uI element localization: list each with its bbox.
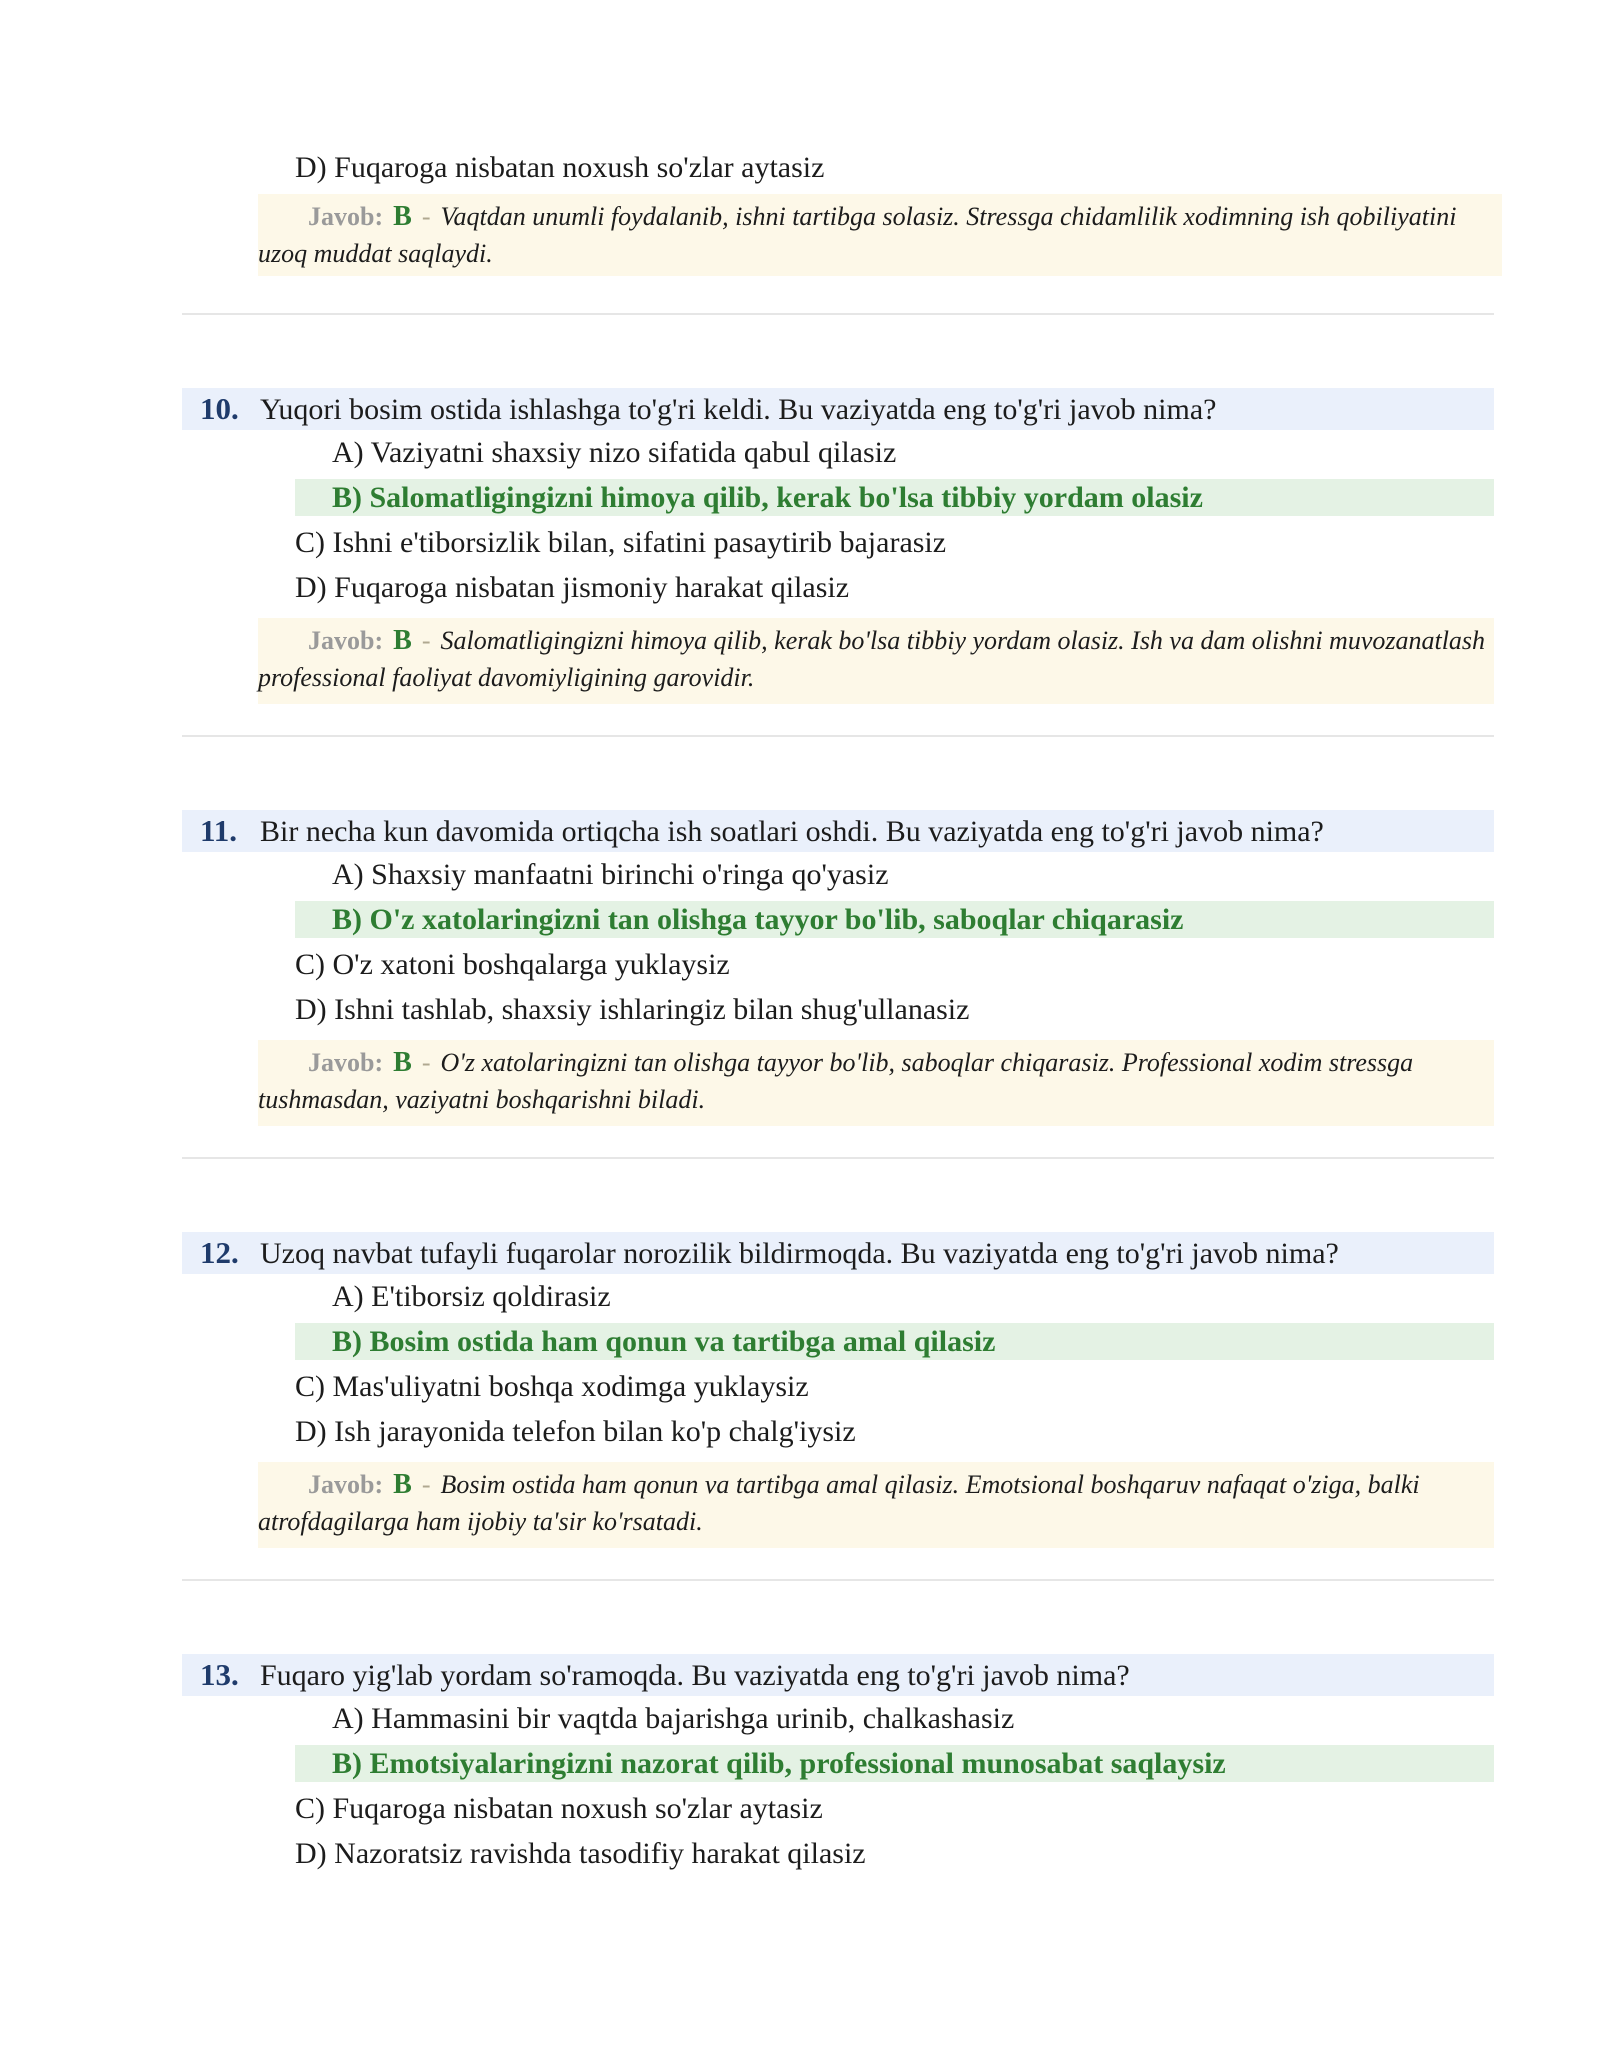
question-header — [182, 388, 1494, 430]
answer-dash: - — [421, 626, 431, 655]
question-12 — [182, 1232, 1494, 1548]
question-number: 12. — [200, 1235, 239, 1270]
answer-box — [258, 618, 1494, 704]
option-c: C) Fuqaroga nisbatan noxush so'zlar aytasiz — [295, 1792, 823, 1825]
answer-label: Javob: — [308, 1048, 384, 1077]
option-b-correct: B) O'z xatolaringizni tan olishga tayyor bo'lib, saboqlar chiqarasiz — [295, 901, 1494, 938]
question-13 — [182, 1654, 1494, 1876]
answer-label: Javob: — [308, 202, 384, 231]
answer-dash: - — [421, 1470, 431, 1499]
question-number: 13. — [200, 1657, 239, 1692]
question-text: Fuqaro yig'lab yordam so'ramoqda. Bu vaziyatda eng to'g'ri javob nima? — [260, 1659, 1130, 1692]
question-text: Uzoq navbat tufayli fuqarolar norozilik bildirmoqda. Bu vaziyatda eng to'g'ri javob nima? — [260, 1237, 1339, 1270]
option-b-correct: B) Bosim ostida ham qonun va tartibga amal qilasiz — [295, 1323, 1494, 1360]
option-b-correct: B) Salomatligingizni himoya qilib, kerak bo'lsa tibbiy yordam olasiz — [295, 479, 1494, 516]
question-10 — [182, 388, 1494, 704]
divider — [182, 313, 1494, 315]
answer-box — [258, 1462, 1494, 1548]
answer-label: Javob: — [308, 1470, 384, 1499]
option-d: D) Ish jarayonida telefon bilan ko'p chalg'iysiz — [295, 1415, 856, 1448]
divider — [182, 1579, 1494, 1581]
answer-box — [258, 194, 1502, 276]
divider — [182, 1157, 1494, 1159]
answer-text: Salomatligingizni himoya qilib, kerak bo'lsa tibbiy yordam olasiz. Ish va dam olishni muvozanatlash professional faoliyat davomiyligining garovidir. — [258, 626, 1486, 692]
option-a: A) E'tiborsiz qoldirasiz — [332, 1280, 611, 1313]
option-d: D) Fuqaroga nisbatan jismoniy harakat qilasiz — [295, 571, 850, 604]
divider — [182, 735, 1494, 737]
answer-letter: B — [393, 1047, 412, 1078]
option-a: A) Shaxsiy manfaatni birinchi o'ringa qo'yasiz — [332, 858, 889, 891]
option-c: C) Ishni e'tiborsizlik bilan, sifatini pasaytirib bajarasiz — [295, 526, 947, 559]
answer-dash: - — [421, 202, 431, 231]
question-header — [182, 1232, 1494, 1274]
answer-label: Javob: — [308, 626, 384, 655]
option-b-correct: B) Emotsiyalaringizni nazorat qilib, professional munosabat saqlaysiz — [295, 1745, 1494, 1782]
answer-letter: B — [393, 201, 412, 232]
question-text: Bir necha kun davomida ortiqcha ish soatlari oshdi. Bu vaziyatda eng to'g'ri javob nima? — [260, 815, 1324, 848]
question-11 — [182, 810, 1494, 1126]
option-c: C) O'z xatoni boshqalarga yuklaysiz — [295, 948, 730, 981]
option-d: D) Fuqaroga nisbatan noxush so'zlar aytasiz — [295, 151, 825, 184]
answer-text: O'z xatolaringizni tan olishga tayyor bo'lib, saboqlar chiqarasiz. Professional xodim stressga tushmasdan, vaziyatni boshqarishni biladi. — [258, 1048, 1414, 1114]
option-d: D) Ishni tashlab, shaxsiy ishlaringiz bilan shug'ullanasiz — [295, 993, 970, 1026]
option-a: A) Hammasini bir vaqtda bajarishga urinib, chalkashasiz — [332, 1702, 1015, 1735]
option-d: D) Nazoratsiz ravishda tasodifiy harakat qilasiz — [295, 1837, 866, 1870]
option-c: C) Mas'uliyatni boshqa xodimga yuklaysiz — [295, 1370, 809, 1403]
answer-text: Bosim ostida ham qonun va tartibga amal qilasiz. Emotsional boshqaruv nafaqat o'ziga, balki atrofdagilarga ham ijobiy ta'sir ko'rsatadi. — [258, 1470, 1420, 1536]
question-header — [182, 1654, 1494, 1696]
question-number: 10. — [200, 391, 239, 426]
question-text: Yuqori bosim ostida ishlashga to'g'ri keldi. Bu vaziyatda eng to'g'ri javob nima? — [260, 393, 1217, 426]
answer-box — [258, 1040, 1494, 1126]
answer-dash: - — [421, 1048, 431, 1077]
question-header — [182, 810, 1494, 852]
answer-letter: B — [393, 625, 412, 656]
answer-text: Vaqtdan unumli foydalanib, ishni tartibga solasiz. Stressga chidamlilik xodimning ish qobiliyatini uzoq muddat saqlaydi. — [258, 202, 1457, 268]
option-a: A) Vaziyatni shaxsiy nizo sifatida qabul qilasiz — [332, 436, 897, 469]
question-number: 11. — [200, 813, 238, 848]
answer-letter: B — [393, 1469, 412, 1500]
